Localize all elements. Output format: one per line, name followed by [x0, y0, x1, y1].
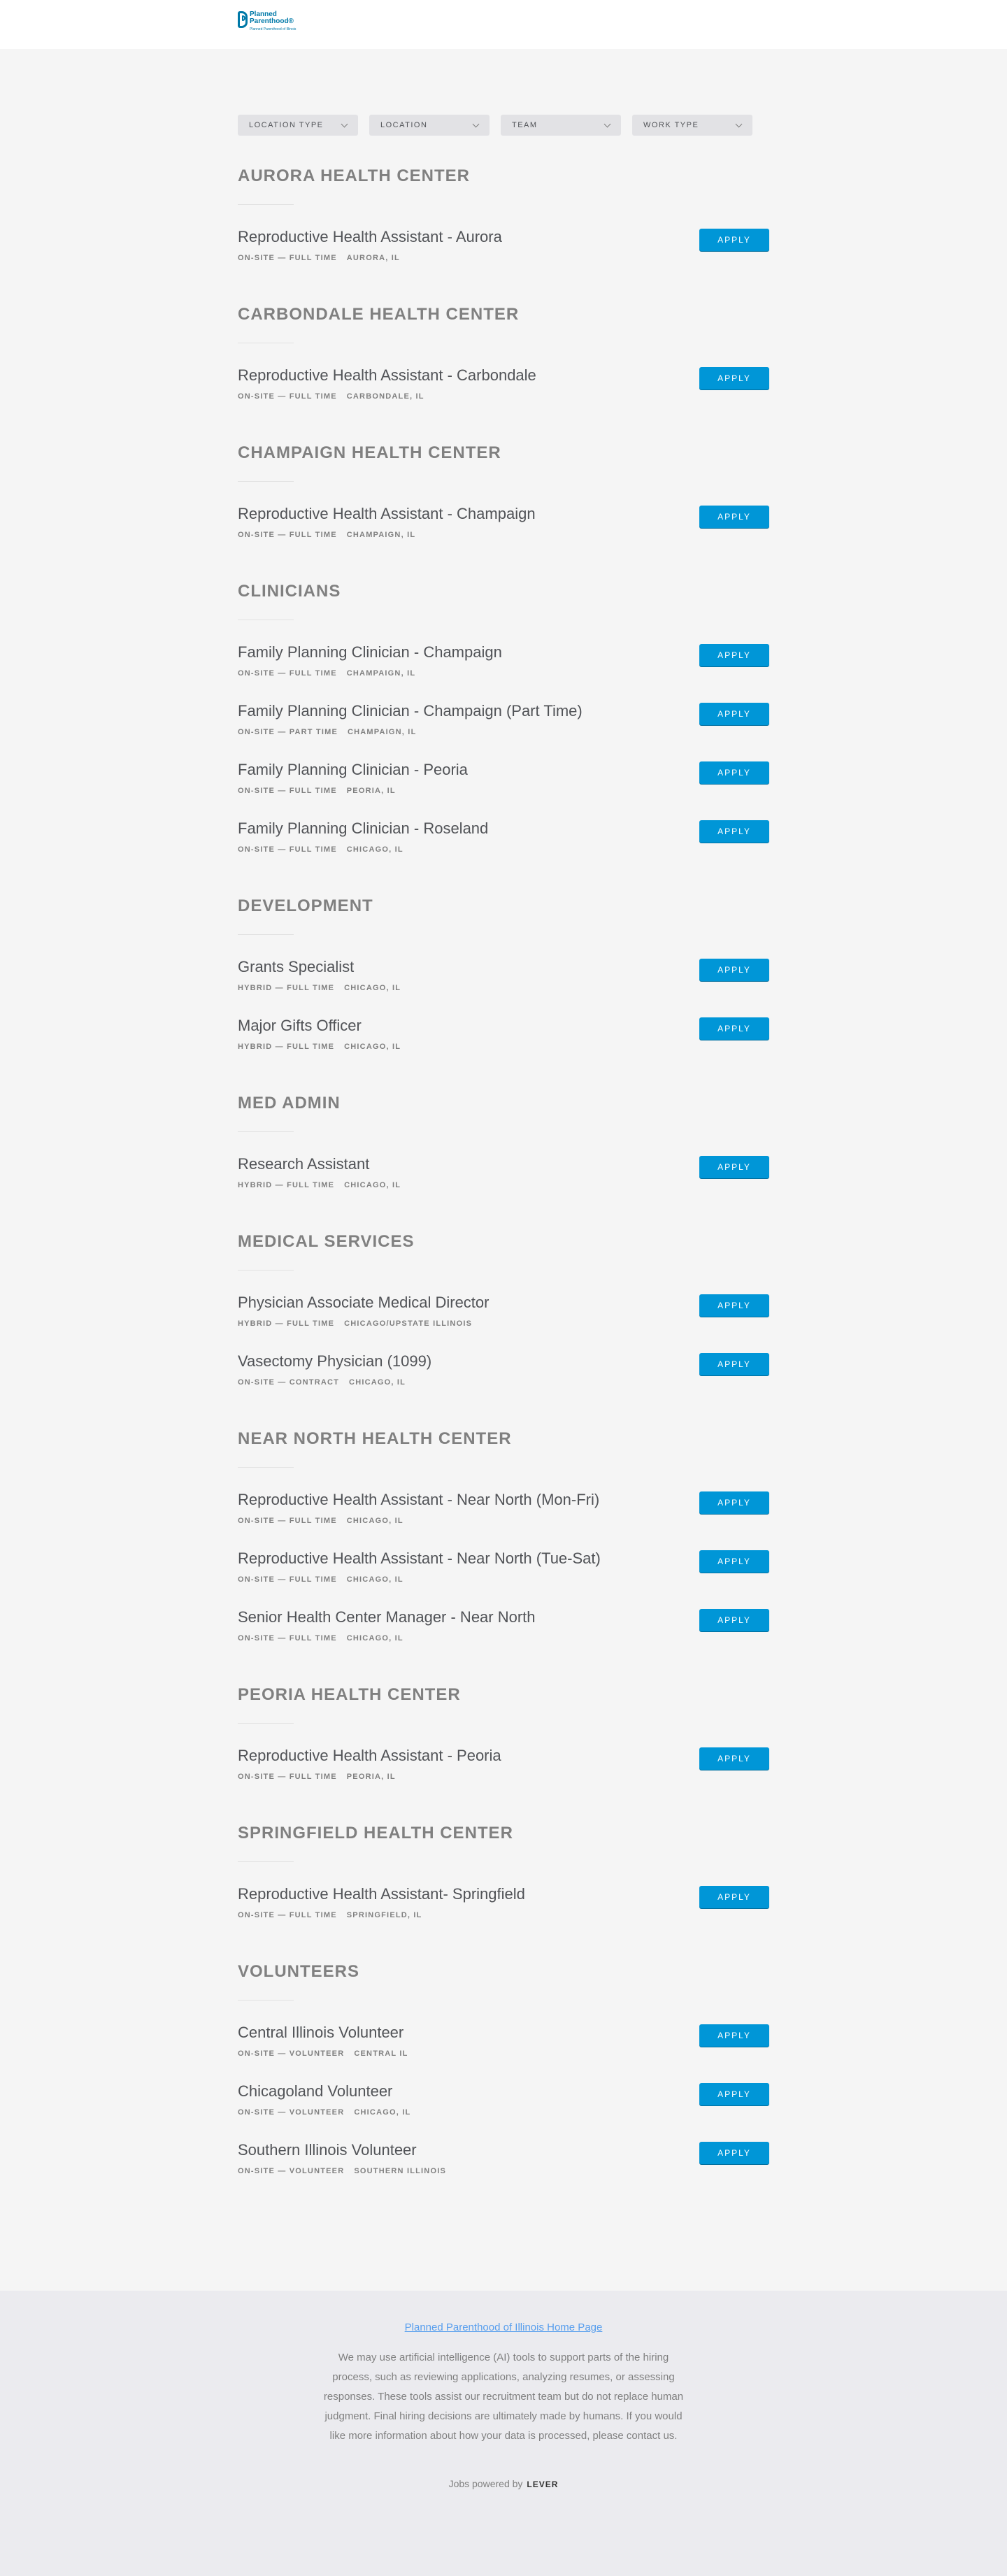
group-divider [238, 1131, 294, 1132]
posting-meta [238, 1181, 401, 1189]
posting-item [238, 504, 769, 563]
group-divider [238, 1270, 294, 1271]
filter-label: TEAM [512, 121, 538, 129]
site-footer [0, 2291, 1007, 2576]
posting-commitment: HYBRID — FULL TIME [238, 1181, 335, 1189]
posting-commitment: ON-SITE — FULL TIME [238, 1517, 337, 1525]
posting-location: CHAMPAIGN, IL [346, 669, 416, 678]
apply-button[interactable]: APPLY [699, 1156, 769, 1178]
home-page-link[interactable]: Planned Parenthood of Illinois Home Page [404, 2321, 603, 2333]
posting-item [238, 2023, 769, 2082]
posting-commitment: HYBRID — FULL TIME [238, 1043, 335, 1051]
posting-title[interactable]: Grants Specialist [238, 958, 355, 975]
posting-item [238, 366, 769, 424]
filter-location[interactable] [369, 115, 490, 136]
chevron-down-icon [473, 120, 480, 127]
posting-meta [238, 1773, 396, 1781]
powered-by-text: Jobs powered by [448, 2478, 523, 2489]
group-title: CLINICIANS [238, 582, 341, 601]
posting-group [238, 443, 769, 563]
posting-title[interactable]: Family Planning Clinician - Champaign [238, 643, 502, 661]
posting-commitment: ON-SITE — FULL TIME [238, 845, 337, 854]
posting-group [238, 896, 769, 1075]
posting-title[interactable]: Physician Associate Medical Director [238, 1294, 490, 1311]
posting-location: CHICAGO, IL [346, 1634, 403, 1643]
group-title: NEAR NORTH HEALTH CENTER [238, 1429, 512, 1448]
posting-commitment: ON-SITE — FULL TIME [238, 1634, 337, 1643]
posting-meta [238, 669, 415, 678]
posting-title[interactable]: Major Gifts Officer [238, 1017, 362, 1034]
posting-location: CHAMPAIGN, IL [347, 728, 417, 736]
posting-item [238, 1016, 769, 1075]
group-title: CHAMPAIGN HEALTH CENTER [238, 443, 501, 462]
group-divider [238, 204, 294, 205]
posting-group [238, 166, 769, 286]
posting-group [238, 1685, 769, 1805]
group-divider [238, 1861, 294, 1862]
posting-meta [238, 254, 400, 262]
filter-team[interactable] [501, 115, 621, 136]
posting-location: CHICAGO, IL [349, 1378, 406, 1387]
filter-bar [238, 115, 752, 136]
posting-item [238, 643, 769, 701]
apply-button[interactable]: APPLY [699, 959, 769, 981]
posting-meta [238, 1319, 472, 1328]
logo-line-2: Parenthood® [250, 17, 294, 25]
posting-title[interactable]: Reproductive Health Assistant - Aurora [238, 228, 502, 245]
posting-location: CHICAGO, IL [344, 1043, 401, 1051]
posting-group [238, 1094, 769, 1213]
posting-title[interactable]: Reproductive Health Assistant - Peoria [238, 1747, 501, 1764]
posting-commitment: ON-SITE — FULL TIME [238, 1773, 337, 1781]
posting-commitment: ON-SITE — FULL TIME [238, 669, 337, 678]
posting-meta [238, 984, 401, 992]
posting-meta [238, 728, 417, 736]
posting-location: AURORA, IL [346, 254, 400, 262]
posting-meta [238, 1043, 401, 1051]
chevron-down-icon [604, 120, 611, 127]
posting-item [238, 701, 769, 760]
posting-item [238, 2140, 769, 2199]
posting-title[interactable]: Senior Health Center Manager - Near North [238, 1608, 536, 1626]
posting-meta [238, 392, 424, 401]
apply-button[interactable]: APPLY [699, 506, 769, 528]
apply-button[interactable]: APPLY [699, 2024, 769, 2047]
posting-title[interactable]: Reproductive Health Assistant - Carbondale [238, 366, 536, 384]
apply-button[interactable]: APPLY [699, 2083, 769, 2105]
posting-meta [238, 1911, 422, 1919]
apply-button[interactable]: APPLY [699, 229, 769, 251]
posting-commitment: ON-SITE — VOLUNTEER [238, 2108, 345, 2117]
posting-title[interactable]: Family Planning Clinician - Roseland [238, 820, 489, 837]
posting-commitment: ON-SITE — PART TIME [238, 728, 338, 736]
apply-button[interactable]: APPLY [699, 761, 769, 784]
apply-button[interactable]: APPLY [699, 1294, 769, 1317]
posting-title[interactable]: Reproductive Health Assistant - Near North (Tue-Sat) [238, 1550, 601, 1567]
logo-subtitle: Planned Parenthood of Illinois [250, 27, 297, 31]
filter-location-type[interactable] [238, 115, 358, 136]
posting-meta [238, 1517, 403, 1525]
posting-commitment: HYBRID — FULL TIME [238, 984, 335, 992]
posting-location: SPRINGFIELD, IL [346, 1911, 422, 1919]
group-title: AURORA HEALTH CENTER [238, 166, 470, 185]
ai-disclaimer: We may use artificial intelligence (AI) tools to support parts of the hiring process, such as reviewing applications, analyzing resumes, or assessing responses. These tools assist our recruitment team but do not replace human judgment. Final hiring decisions are ultimately made by humans. If you would like more information about how your data is processed, please contact us. [323, 2352, 684, 2442]
posting-location: PEORIA, IL [346, 787, 396, 795]
posting-item [238, 1608, 769, 1666]
pp-logo-icon [238, 11, 248, 28]
planned-parenthood-logo[interactable] [238, 11, 296, 32]
posting-meta [238, 1378, 406, 1387]
posting-location: CENTRAL IL [354, 2049, 408, 2058]
posting-commitment: ON-SITE — VOLUNTEER [238, 2167, 345, 2175]
posting-meta [238, 2167, 446, 2175]
group-title: VOLUNTEERS [238, 1962, 360, 1981]
posting-title[interactable]: Reproductive Health Assistant- Springfield [238, 1885, 525, 1903]
posting-commitment: ON-SITE — CONTRACT [238, 1378, 340, 1387]
posting-item [238, 819, 769, 878]
posting-item [238, 1549, 769, 1608]
filter-label: LOCATION [380, 121, 428, 129]
posting-meta [238, 2049, 408, 2058]
group-title: CARBONDALE HEALTH CENTER [238, 305, 520, 324]
group-divider [238, 2000, 294, 2001]
posting-title[interactable]: Central Illinois Volunteer [238, 2024, 404, 2041]
posting-title[interactable]: Chicagoland Volunteer [238, 2082, 393, 2100]
posting-location: CHAMPAIGN, IL [346, 531, 416, 539]
filter-label: WORK TYPE [643, 121, 699, 129]
posting-commitment: ON-SITE — FULL TIME [238, 1911, 337, 1919]
posting-item [238, 1352, 769, 1410]
apply-button[interactable]: APPLY [699, 367, 769, 389]
posting-meta [238, 845, 403, 854]
posting-group [238, 582, 769, 878]
group-title: DEVELOPMENT [238, 896, 373, 915]
posting-title[interactable]: Reproductive Health Assistant - Champaign [238, 505, 536, 522]
posting-title[interactable]: Southern Illinois Volunteer [238, 2141, 417, 2159]
apply-button[interactable]: APPLY [699, 1353, 769, 1375]
posting-group [238, 1429, 769, 1666]
posting-commitment: ON-SITE — FULL TIME [238, 531, 337, 539]
group-title: MEDICAL SERVICES [238, 1232, 415, 1251]
chevron-down-icon [736, 120, 743, 127]
posting-group [238, 305, 769, 424]
filter-label: LOCATION TYPE [249, 121, 324, 129]
posting-location: CHICAGO, IL [354, 2108, 411, 2117]
apply-button[interactable]: APPLY [699, 1609, 769, 1631]
apply-button[interactable]: APPLY [699, 1017, 769, 1040]
lever-logo[interactable]: LEVER [527, 2480, 559, 2489]
group-divider [238, 481, 294, 482]
posting-location: CHICAGO, IL [344, 984, 401, 992]
posting-group [238, 1232, 769, 1410]
posting-item [238, 2082, 769, 2140]
posting-item [238, 957, 769, 1016]
posting-meta [238, 787, 396, 795]
apply-button[interactable]: APPLY [699, 1491, 769, 1514]
posting-location: CHICAGO, IL [344, 1181, 401, 1189]
chevron-down-icon [341, 120, 348, 127]
posting-title[interactable]: Research Assistant [238, 1155, 370, 1173]
posting-meta [238, 2108, 410, 2117]
posting-title[interactable]: Family Planning Clinician - Peoria [238, 761, 468, 778]
apply-button[interactable]: APPLY [699, 644, 769, 666]
posting-item [238, 760, 769, 819]
posting-item [238, 1293, 769, 1352]
site-header [0, 0, 1007, 49]
posting-group [238, 1824, 769, 1943]
posting-meta [238, 531, 415, 539]
group-title: PEORIA HEALTH CENTER [238, 1685, 461, 1704]
posting-item [238, 227, 769, 286]
posting-commitment: ON-SITE — VOLUNTEER [238, 2049, 345, 2058]
posting-location: CHICAGO/UPSTATE ILLINOIS [344, 1319, 473, 1328]
posting-title[interactable]: Reproductive Health Assistant - Near North (Mon-Fri) [238, 1491, 600, 1508]
posting-location: CHICAGO, IL [346, 1517, 403, 1525]
apply-button[interactable]: APPLY [699, 703, 769, 725]
apply-button[interactable]: APPLY [699, 1747, 769, 1770]
posting-meta [238, 1634, 403, 1643]
posting-group [238, 1962, 769, 2199]
posting-commitment: ON-SITE — FULL TIME [238, 787, 337, 795]
posting-commitment: ON-SITE — FULL TIME [238, 254, 337, 262]
group-title: SPRINGFIELD HEALTH CENTER [238, 1824, 513, 1842]
posting-title[interactable]: Family Planning Clinician - Champaign (Part Time) [238, 702, 583, 720]
posting-item [238, 1154, 769, 1213]
apply-button[interactable]: APPLY [699, 1886, 769, 1908]
apply-button[interactable]: APPLY [699, 1550, 769, 1573]
logo-line-1: Planned [250, 10, 277, 18]
group-divider [238, 1723, 294, 1724]
posting-meta [238, 1575, 403, 1584]
group-divider [238, 934, 294, 935]
group-title: MED ADMIN [238, 1094, 341, 1112]
posting-location: CHICAGO, IL [346, 1575, 403, 1584]
posting-commitment: ON-SITE — FULL TIME [238, 392, 337, 401]
posting-item [238, 1490, 769, 1549]
posting-location: CHICAGO, IL [346, 845, 403, 854]
posting-item [238, 1746, 769, 1805]
apply-button[interactable]: APPLY [699, 820, 769, 843]
filter-work-type[interactable] [632, 115, 752, 136]
posting-location: SOUTHERN ILLINOIS [354, 2167, 446, 2175]
posting-location: CARBONDALE, IL [346, 392, 424, 401]
posting-location: PEORIA, IL [346, 1773, 396, 1781]
posting-item [238, 1884, 769, 1943]
posting-title[interactable]: Vasectomy Physician (1099) [238, 1352, 432, 1370]
posting-commitment: ON-SITE — FULL TIME [238, 1575, 337, 1584]
apply-button[interactable]: APPLY [699, 2142, 769, 2164]
powered-by [0, 2478, 1007, 2489]
posting-commitment: HYBRID — FULL TIME [238, 1319, 335, 1328]
group-divider [238, 1467, 294, 1468]
